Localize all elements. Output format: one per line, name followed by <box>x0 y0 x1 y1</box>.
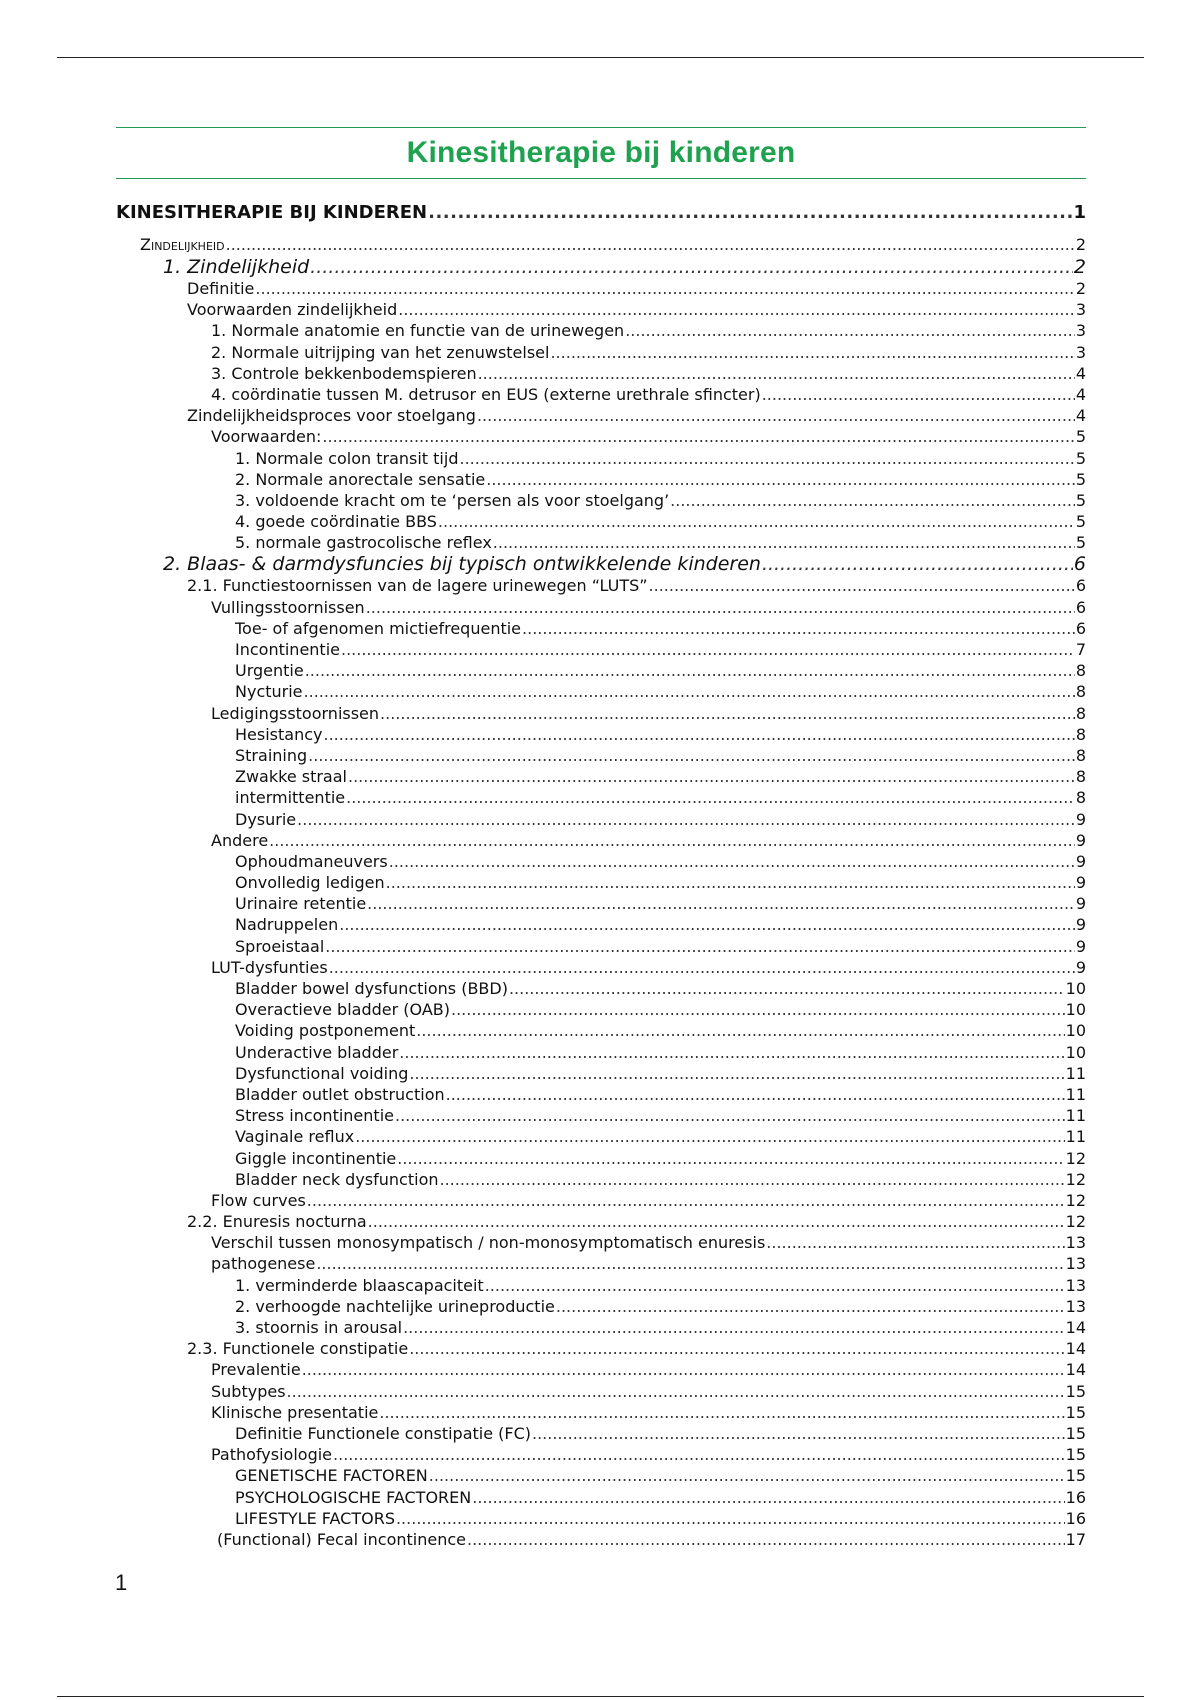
toc-entry-label: 2.3. Functionele constipatie <box>187 1339 409 1359</box>
toc-entry[interactable] <box>116 724 1086 745</box>
toc-entry[interactable] <box>116 511 1086 532</box>
toc-entry-page: 2 <box>1075 279 1086 298</box>
toc-entry[interactable] <box>116 553 1086 575</box>
toc-dot-leader <box>310 256 1073 278</box>
toc-dot-leader <box>493 532 1075 553</box>
toc-entry-page: 5 <box>1075 512 1086 532</box>
toc-entry-label: Verschil tussen monosympatisch / non-monosymptomatisch enuresis <box>211 1233 766 1253</box>
toc-entry-label: Dysfunctional voiding <box>235 1063 409 1083</box>
toc-dot-leader <box>670 490 1075 511</box>
toc-entry[interactable] <box>116 1359 1086 1380</box>
toc-entry-label: LIFESTYLE FACTORS <box>235 1508 395 1528</box>
toc-entry[interactable] <box>116 1275 1086 1296</box>
document-title: Kinesitherapie bij kinderen <box>406 136 796 169</box>
toc-entry-label: GENETISCHE FACTOREN <box>235 1466 428 1486</box>
toc-entry-label: Prevalentie <box>211 1360 301 1380</box>
toc-dot-leader <box>459 448 1074 469</box>
toc-entry[interactable] <box>116 1148 1086 1169</box>
toc-entry[interactable] <box>116 1317 1086 1338</box>
toc-dot-leader <box>329 957 1075 978</box>
toc-entry[interactable] <box>116 703 1086 724</box>
toc-entry-page: 15 <box>1065 1423 1086 1443</box>
toc-entry-page: 2 <box>1075 235 1086 254</box>
toc-dot-leader <box>486 469 1075 490</box>
toc-entry[interactable] <box>116 1084 1086 1105</box>
toc-entry-label: 3. stoornis in arousal <box>235 1318 403 1337</box>
toc-dot-leader <box>509 978 1065 999</box>
toc-dot-leader <box>416 1020 1064 1041</box>
toc-entry-page: 4 <box>1075 363 1086 383</box>
toc-dot-leader <box>396 1508 1065 1529</box>
toc-entry[interactable] <box>116 448 1086 469</box>
toc-entry-label: 3. Controle bekkenbodemspieren <box>211 363 477 383</box>
toc-entry-page: 9 <box>1075 894 1086 914</box>
toc-entry[interactable] <box>116 1253 1086 1274</box>
toc-entry-label: Ledigingsstoornissen <box>211 703 380 723</box>
toc-entry-page: 3 <box>1075 342 1086 362</box>
toc-entry-page: 11 <box>1065 1127 1086 1147</box>
toc-entry-label: Onvolledig ledigen <box>235 873 385 893</box>
toc-dot-leader <box>440 1169 1065 1190</box>
toc-entry-page: 6 <box>1075 597 1086 617</box>
toc-entry-page: 15 <box>1065 1402 1086 1422</box>
toc-entry-label: 3. voldoende kracht om te ‘persen als voor stoelgang’ <box>235 490 670 510</box>
toc-dot-leader <box>762 553 1073 575</box>
toc-entry[interactable] <box>116 1402 1086 1423</box>
toc-entry[interactable] <box>116 469 1086 490</box>
toc-dot-leader <box>467 1529 1065 1550</box>
toc-entry-label: Toe- of afgenomen mictiefrequentie <box>235 618 522 638</box>
toc-entry[interactable] <box>116 1126 1086 1147</box>
toc-entry-label: Zindelijkheidsproces voor stoelgang <box>187 406 476 426</box>
toc-entry-page: 14 <box>1065 1339 1086 1359</box>
toc-entry-label: Zwakke straal <box>235 767 347 787</box>
toc-dot-leader <box>429 1465 1065 1486</box>
toc-entry-label: Urgentie <box>235 661 304 681</box>
toc-dot-leader <box>395 1105 1065 1126</box>
toc-entry[interactable] <box>116 1465 1086 1486</box>
toc-entry[interactable] <box>116 278 1086 299</box>
toc-entry-page: 15 <box>1065 1445 1086 1465</box>
toc-dot-leader <box>307 1190 1065 1211</box>
toc-entry-label: Definitie <box>187 279 255 298</box>
toc-entry-page: 13 <box>1065 1296 1086 1316</box>
toc-entry-page: 8 <box>1075 788 1086 808</box>
toc-entry[interactable] <box>116 256 1086 278</box>
toc-entry-page: 5 <box>1075 469 1086 489</box>
toc-entry-page: 6 <box>1075 618 1086 638</box>
toc-dot-leader <box>556 1296 1065 1317</box>
toc-entry-page: 11 <box>1065 1106 1086 1126</box>
toc-entry-label: 1. Normale colon transit tijd <box>235 448 459 468</box>
toc-dot-leader <box>428 198 1072 228</box>
toc-entry[interactable] <box>116 575 1086 596</box>
toc-dot-leader <box>380 703 1075 724</box>
toc-entry[interactable] <box>116 342 1086 363</box>
toc-entry-label: Overactieve bladder (OAB) <box>235 1000 450 1020</box>
toc-entry[interactable] <box>116 851 1086 872</box>
toc-entry[interactable] <box>116 1444 1086 1465</box>
toc-entry[interactable] <box>116 660 1086 681</box>
toc-entry-label: 2. verhoogde nachtelijke urineproductie <box>235 1296 555 1316</box>
toc-entry[interactable] <box>116 1042 1086 1063</box>
toc-entry[interactable] <box>116 745 1086 766</box>
toc-entry-page: 11 <box>1065 1084 1086 1104</box>
toc-entry[interactable] <box>116 978 1086 999</box>
toc-entry-page: 11 <box>1065 1063 1086 1083</box>
toc-dot-leader <box>339 914 1075 935</box>
toc-entry-page: 5 <box>1075 533 1086 553</box>
toc-entry-label: Bladder bowel dysfunctions (BBD) <box>235 979 508 998</box>
toc-entry-page: 6 <box>1073 553 1086 576</box>
toc-entry-page: 7 <box>1075 640 1086 659</box>
toc-dot-leader <box>625 320 1075 341</box>
toc-dot-leader <box>322 426 1074 447</box>
toc-entry-page: 4 <box>1075 406 1086 426</box>
toc-dot-leader <box>368 1211 1065 1232</box>
toc-entry-page: 9 <box>1075 936 1086 956</box>
toc-entry[interactable] <box>116 1232 1086 1253</box>
toc-entry-label: 4. goede coördinatie BBS <box>235 512 437 532</box>
toc-entry-page: 4 <box>1075 384 1086 404</box>
toc-dot-leader <box>386 872 1075 893</box>
toc-entry-page: 8 <box>1075 661 1086 681</box>
toc-entry-page: 5 <box>1075 448 1086 468</box>
toc-dot-leader <box>287 1381 1065 1402</box>
toc-entry[interactable] <box>116 1020 1086 1041</box>
toc-dot-leader <box>297 809 1075 830</box>
toc-entry-label: 5. normale gastrocolische reflex <box>235 533 492 553</box>
toc-entry[interactable] <box>116 405 1086 426</box>
toc-entry[interactable] <box>116 999 1086 1020</box>
toc-dot-leader <box>355 1126 1064 1147</box>
toc-entry-label: Flow curves <box>211 1190 306 1210</box>
toc-dot-leader <box>438 511 1075 532</box>
toc-entry[interactable] <box>116 1169 1086 1190</box>
toc-dot-leader <box>649 575 1075 596</box>
toc-entry-page: 12 <box>1065 1212 1086 1232</box>
toc-entry-label: Andere <box>211 830 269 850</box>
table-of-contents <box>116 198 1086 1550</box>
toc-entry-page: 2 <box>1073 256 1086 278</box>
toc-entry-label: 2. Normale uitrijping van het zenuwstelsel <box>211 342 550 362</box>
toc-dot-leader <box>323 724 1074 745</box>
header-rule <box>57 57 1144 58</box>
toc-entry[interactable] <box>116 1423 1086 1444</box>
toc-dot-leader <box>477 405 1075 426</box>
toc-entry[interactable] <box>116 766 1086 787</box>
toc-entry[interactable] <box>116 1105 1086 1126</box>
toc-entry-label: Vaginale reflux <box>235 1127 355 1147</box>
toc-entry-label: Ophoudmaneuvers <box>235 851 388 871</box>
toc-entry[interactable] <box>116 1211 1086 1232</box>
toc-entry-label: Subtypes <box>211 1381 286 1401</box>
toc-entry-label: Nycturie <box>235 682 303 702</box>
toc-entry-label: Bladder neck dysfunction <box>235 1169 439 1189</box>
toc-dot-leader <box>397 1148 1064 1169</box>
toc-dot-leader <box>485 1275 1065 1296</box>
toc-entry-page: 8 <box>1075 745 1086 765</box>
toc-entry[interactable] <box>116 639 1086 660</box>
toc-entry-label: 2.2. Enuresis nocturna <box>187 1212 367 1232</box>
toc-dot-leader <box>366 597 1075 618</box>
toc-entry-label: PSYCHOLOGISCHE FACTOREN <box>235 1487 472 1507</box>
page-number: 1 <box>115 1570 128 1595</box>
toc-entry-page: 9 <box>1075 809 1086 829</box>
toc-entry[interactable] <box>116 532 1086 553</box>
toc-entry-page: 14 <box>1065 1360 1086 1380</box>
toc-entry[interactable] <box>116 384 1086 405</box>
toc-entry[interactable] <box>116 914 1086 935</box>
toc-dot-leader <box>348 766 1075 787</box>
toc-entry-page: 12 <box>1065 1169 1086 1189</box>
toc-entry[interactable] <box>116 1529 1086 1550</box>
toc-entry-label: Urinaire retentie <box>235 894 367 914</box>
toc-entry-label: 2. Blaas- & darmdysfuncies bij typisch ontwikkelende kinderen <box>163 553 761 576</box>
toc-dot-leader <box>302 1359 1065 1380</box>
toc-entry-page: 16 <box>1065 1508 1086 1528</box>
toc-dot-leader <box>389 851 1075 872</box>
toc-entry-page: 8 <box>1075 682 1086 702</box>
toc-entry[interactable] <box>116 363 1086 384</box>
footer-rule <box>57 1696 1144 1697</box>
toc-entry[interactable] <box>116 1190 1086 1211</box>
toc-entry-page: 9 <box>1075 851 1086 871</box>
toc-dot-leader <box>308 745 1075 766</box>
toc-entry-label: Stress incontinentie <box>235 1106 394 1126</box>
toc-dot-leader <box>316 1253 1064 1274</box>
toc-dot-leader <box>409 1338 1064 1359</box>
toc-entry-page: 12 <box>1065 1148 1086 1168</box>
toc-entry[interactable] <box>116 809 1086 830</box>
toc-dot-leader <box>226 234 1075 256</box>
toc-entry-label: Vullingsstoornissen <box>211 597 365 617</box>
toc-dot-leader <box>304 681 1075 702</box>
toc-entry[interactable] <box>116 893 1086 914</box>
toc-entry-page: 14 <box>1065 1318 1086 1337</box>
toc-entry-label: 1. Zindelijkheid <box>163 256 310 278</box>
toc-dot-leader <box>305 660 1075 681</box>
toc-dot-leader <box>341 639 1075 660</box>
toc-dot-leader <box>325 936 1075 957</box>
toc-entry[interactable] <box>116 787 1086 808</box>
toc-dot-leader <box>478 363 1075 384</box>
toc-entry-label: 1. verminderde blaascapaciteit <box>235 1275 484 1295</box>
toc-dot-leader <box>550 342 1074 363</box>
toc-dot-leader <box>379 1402 1064 1423</box>
toc-entry-page: 15 <box>1065 1466 1086 1486</box>
toc-entry-label: Definitie Functionele constipatie (FC) <box>235 1423 531 1443</box>
toc-entry[interactable] <box>116 234 1086 256</box>
toc-dot-leader <box>532 1423 1065 1444</box>
toc-entry-page: 13 <box>1065 1275 1086 1295</box>
toc-entry[interactable] <box>116 1508 1086 1529</box>
toc-dot-leader <box>451 999 1065 1020</box>
toc-entry-page: 8 <box>1075 767 1086 787</box>
toc-entry-label: Voorwaarden: <box>211 427 322 447</box>
toc-entry-label: Dysurie <box>235 809 297 829</box>
toc-entry-label: KINESITHERAPIE BIJ KINDEREN <box>116 202 428 223</box>
toc-dot-leader <box>403 1317 1065 1338</box>
toc-entry-page: 13 <box>1065 1233 1086 1253</box>
toc-entry-label: Underactive bladder <box>235 1042 399 1062</box>
toc-entry-page: 13 <box>1065 1254 1086 1274</box>
toc-entry-page: 17 <box>1065 1529 1086 1549</box>
title-block <box>116 127 1086 179</box>
toc-entry[interactable] <box>116 1338 1086 1359</box>
toc-dot-leader <box>398 299 1075 320</box>
toc-entry-page: 6 <box>1075 576 1086 596</box>
toc-entry-label: 1. Normale anatomie en functie van de urinewegen <box>211 321 625 341</box>
toc-dot-leader <box>255 278 1074 299</box>
toc-dot-leader <box>522 618 1075 639</box>
toc-entry[interactable] <box>116 299 1086 320</box>
toc-entry-page: 8 <box>1075 724 1086 744</box>
toc-entry[interactable] <box>116 198 1086 228</box>
toc-dot-leader <box>333 1444 1065 1465</box>
toc-entry-label: Nadruppelen <box>235 915 339 935</box>
toc-entry[interactable] <box>116 597 1086 618</box>
toc-entry-page: 10 <box>1065 1021 1086 1041</box>
toc-entry-label: 4. coördinatie tussen M. detrusor en EUS (externe urethrale sfincter) <box>211 384 761 404</box>
toc-entry-page: 12 <box>1065 1190 1086 1210</box>
toc-entry[interactable] <box>116 957 1086 978</box>
toc-entry-label: Incontinentie <box>235 640 340 659</box>
toc-entry[interactable] <box>116 1296 1086 1317</box>
toc-entry[interactable] <box>116 681 1086 702</box>
toc-entry[interactable] <box>116 872 1086 893</box>
toc-dot-leader <box>409 1063 1064 1084</box>
toc-entry-label: Zindelijkheid <box>140 235 225 254</box>
toc-entry-label: (Functional) Fecal incontinence <box>217 1529 466 1549</box>
toc-entry-page: 9 <box>1075 873 1086 893</box>
toc-entry-label: 2.1. Functiestoornissen van de lagere urinewegen “LUTS” <box>187 576 648 596</box>
toc-dot-leader <box>762 384 1075 405</box>
toc-dot-leader <box>269 830 1075 851</box>
toc-entry-page: 10 <box>1065 1000 1086 1020</box>
toc-entry-page: 3 <box>1075 321 1086 341</box>
toc-entry-label: Sproeistaal <box>235 936 325 956</box>
toc-entry-label: Hesistancy <box>235 724 323 744</box>
toc-entry-page: 5 <box>1075 490 1086 510</box>
toc-dot-leader <box>446 1084 1065 1105</box>
toc-entry-page: 15 <box>1065 1381 1086 1401</box>
toc-entry[interactable] <box>116 618 1086 639</box>
toc-entry-page: 1 <box>1073 202 1086 223</box>
toc-entry-label: Pathofysiologie <box>211 1445 333 1465</box>
toc-entry-label: 2. Normale anorectale sensatie <box>235 469 486 489</box>
toc-dot-leader <box>367 893 1075 914</box>
toc-entry-page: 5 <box>1075 427 1086 447</box>
toc-dot-leader <box>472 1487 1064 1508</box>
toc-entry-page: 16 <box>1065 1487 1086 1507</box>
toc-entry-page: 9 <box>1075 915 1086 935</box>
toc-entry[interactable] <box>116 426 1086 447</box>
toc-dot-leader <box>766 1232 1064 1253</box>
toc-entry[interactable] <box>116 1487 1086 1508</box>
toc-entry-label: Voiding postponement <box>235 1021 416 1041</box>
toc-dot-leader <box>346 787 1075 808</box>
toc-entry-label: intermittentie <box>235 788 346 808</box>
toc-entry-page: 9 <box>1075 830 1086 850</box>
toc-entry[interactable] <box>116 936 1086 957</box>
toc-entry-label: Klinische presentatie <box>211 1402 379 1422</box>
toc-entry-label: pathogenese <box>211 1254 316 1274</box>
toc-entry-page: 9 <box>1075 957 1086 977</box>
toc-entry-label: Straining <box>235 745 308 765</box>
toc-entry-page: 10 <box>1065 1042 1086 1062</box>
toc-entry[interactable] <box>116 490 1086 511</box>
toc-entry[interactable] <box>116 320 1086 341</box>
toc-entry-label: Giggle incontinentie <box>235 1148 397 1168</box>
toc-entry-label: Bladder outlet obstruction <box>235 1084 445 1104</box>
toc-entry[interactable] <box>116 1063 1086 1084</box>
toc-entry[interactable] <box>116 1381 1086 1402</box>
toc-entry-page: 3 <box>1075 300 1086 320</box>
toc-dot-leader <box>399 1042 1064 1063</box>
toc-entry-page: 8 <box>1075 703 1086 723</box>
toc-entry-label: LUT-dysfunties <box>211 957 328 977</box>
toc-entry[interactable] <box>116 830 1086 851</box>
toc-entry-page: 10 <box>1065 979 1086 998</box>
toc-entry-label: Voorwaarden zindelijkheid <box>187 300 398 320</box>
